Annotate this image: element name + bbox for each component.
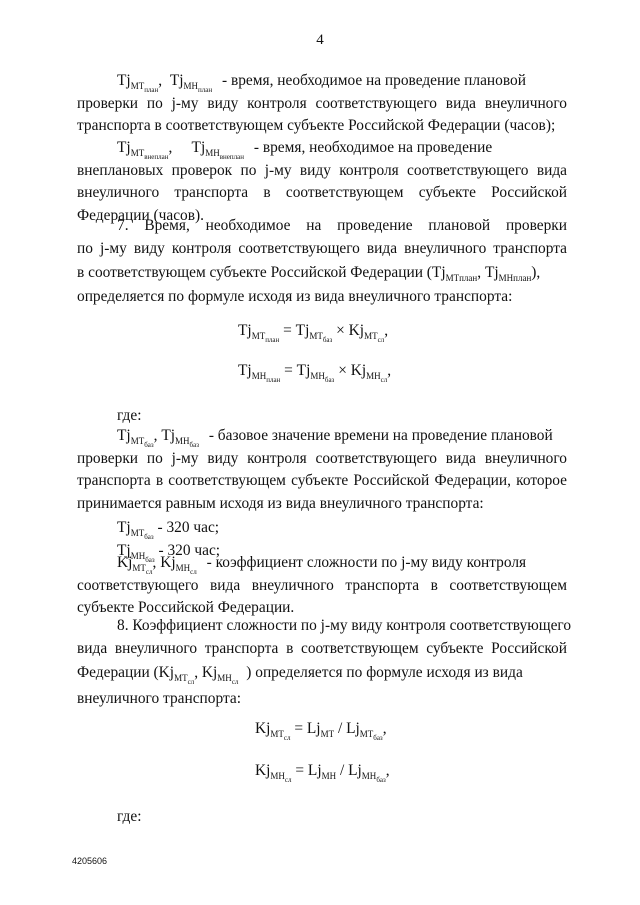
p8-line-3: Федерации ($Kj_{МТ_{сл}}$, $Kj_{МН_{сл}}$ ) определяется по формуле исходя из вида (77, 664, 523, 686)
coefficient-line-1 (77, 552, 567, 575)
base-time-line-2: проверки по j-му виду контроля соответствующего вида внеуличного (77, 449, 567, 467)
formula-tj-mt-plan: $Tj_{МТ_{план}} = Tj_{МТ_{баз}} \times Kj_{МТ_{сл}}$, (238, 322, 389, 344)
p7-line-1: 7. Время, необходимое на проведение плановой проверки (117, 217, 567, 234)
coefficient-definition: - коэффициент сложности по j-му виду контроля (206, 554, 527, 571)
unplanned-time-definition: - время, необходимое на проведение (253, 139, 493, 156)
tj-mt-plan-inline: $_{МТплан}$, $Tj_{МНплан}$), (445, 264, 541, 283)
paragraph-planned-time (77, 70, 567, 138)
where-label-1: где: (117, 407, 142, 424)
paragraph-coefficient (77, 552, 567, 620)
tj-mt-base-value: $Tj_{МТ_{баз}} - 320$ час; (117, 519, 220, 541)
paragraph-unplanned-time (77, 137, 567, 227)
coefficient-line-2: соответствующего вида внеуличного транспорта в соответствующем (77, 576, 567, 594)
tj-mt-plan-symbol: $Tj_{МТ_{план}}$, $Tj_{МН_{план}}$ (117, 72, 213, 94)
planned-time-definition: - время, необходимое на проведение плановой (221, 72, 526, 89)
p8-line-1: 8. Коэффициент сложности по j-му виду контроля соответствующего (117, 617, 572, 634)
p8-line-4: внеуличного транспорта: (77, 690, 241, 707)
tj-mn-base-value: $Tj_{МН_{баз}} - 320$ час; (117, 541, 221, 564)
paragraph-base-time (77, 425, 567, 562)
unplanned-time-line-1 (77, 137, 567, 160)
base-time-line-4: принимается равным исходя из вида внеуличного транспорта: (77, 494, 484, 512)
base-time-line-3: транспорта в соответствующем субъекте Российской Федерации, которое (77, 472, 567, 489)
tj-base-symbols: $Tj_{МТ_{баз}}$, $Tj_{МН_{баз}}$ (117, 427, 199, 449)
unplanned-time-line-2: внеплановых проверок по j-му виду контроля соответствующего вида (77, 161, 567, 179)
where-label-2: где: (117, 808, 142, 825)
unplanned-time-line-3: внеуличного транспорта в соответствующем субъекте Российской (77, 184, 567, 201)
planned-time-line-2: проверки по j-му виду контроля соответствующего вида внеуличного (77, 94, 567, 112)
base-time-definition: - базовое значение времени на проведение плановой (208, 427, 553, 444)
paragraph-8 (77, 615, 572, 711)
kj-symbols: $Kj_{МТ_{сл}}$, $Kj_{МН_{сл}}$ (117, 554, 197, 576)
p8-line-2: вида внеуличного транспорта в соответствующем субъекте Российской (77, 639, 567, 657)
formula-kj-mn: $Kj_{МН_{сл}} = Lj_{МН} / Lj_{МН_{баз}}$, (255, 762, 390, 784)
p7-line-3: в соответствующем субъекте Российской Федерации ($Tj_{МТплан}$, $Tj_{МНплан}$), (77, 264, 541, 283)
coefficient-line-3: субъекте Российской Федерации. (77, 599, 295, 616)
formula-tj-mn-plan: $Tj_{МН_{план}} = Tj_{МН_{баз}} \times Kj_{МН_{сл}}$, (238, 362, 392, 384)
base-time-line-1 (77, 425, 567, 448)
planned-time-line-1 (77, 70, 567, 93)
formula-kj-mt: $Kj_{МТ_{сл}} = Lj_{МТ} / Lj_{МТ_{баз}}$, (255, 720, 387, 742)
p7-line-4: определяется по формуле исходя из вида внеуличного транспорта: (77, 288, 513, 305)
document-code: 4205606 (72, 856, 108, 866)
p7-line-2: по j-му виду контроля соответствующего вида внеуличного транспорта (77, 239, 567, 257)
paragraph-7 (77, 215, 567, 309)
page-number: 4 (316, 32, 324, 48)
planned-time-line-3: транспорта в соответствующем субъекте Российской Федерации (часов); (77, 117, 556, 134)
unplanned-time-line-4: Федерации (часов). (77, 206, 204, 224)
tj-mt-unplan-symbol: $Tj_{МТ_{внеплан}}$, $Tj_{МН_{внеплан}}$ (117, 139, 245, 161)
